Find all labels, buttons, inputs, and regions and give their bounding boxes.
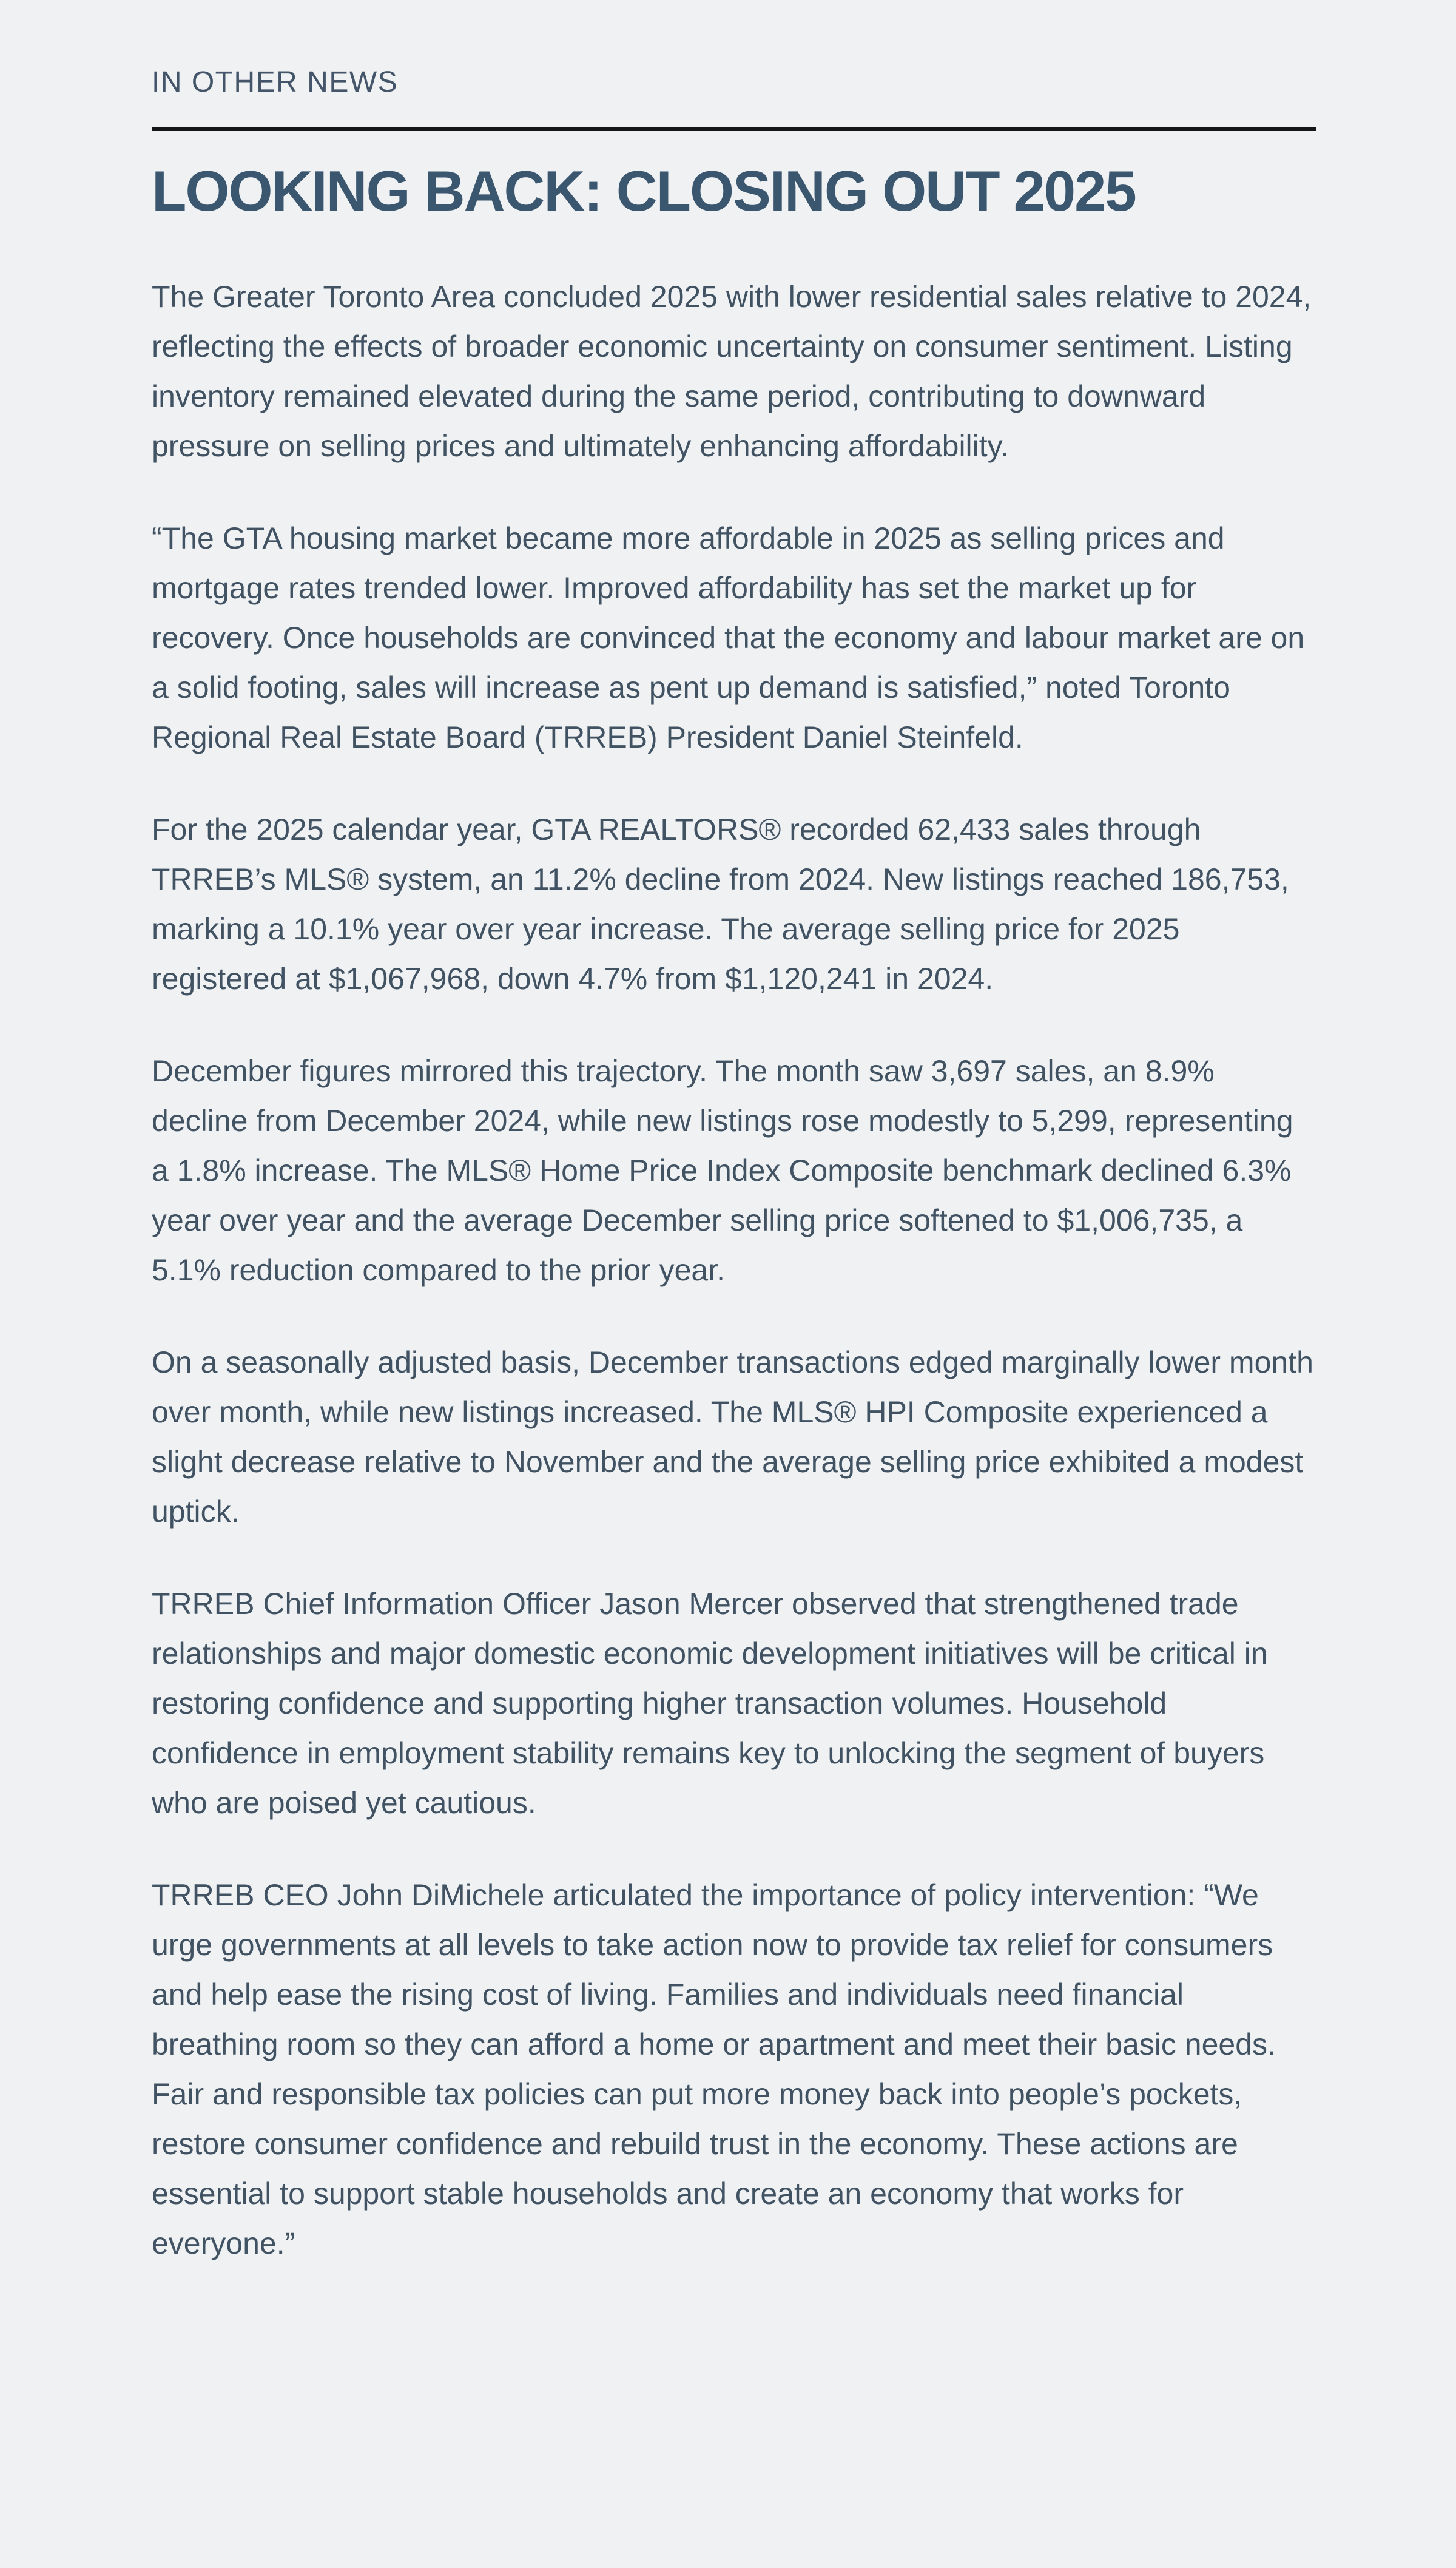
section-divider [152, 127, 1316, 131]
article-body [152, 272, 1316, 2268]
section-eyebrow: IN OTHER NEWS [152, 66, 399, 98]
article-paragraph: December figures mirrored this trajectory. The month saw 3,697 sales, an 8.9% decline from December 2024, while new listings rose modestly to 5,299, representing a 1.8% increase. The MLS® Home Price Index Composite benchmark declined 6.3% year over year and the average December selling price softened to $1,006,735, a 5.1% reduction compared to the prior year. [152, 1054, 1293, 1287]
article-paragraph: TRREB Chief Information Officer Jason Mercer observed that strengthened trade relationships and major domestic economic development initiatives will be critical in restoring confidence and supporting higher transaction volumes. Household confidence in employment stability remains key to unlocking the segment of buyers who are poised yet cautious. [152, 1587, 1268, 1820]
article-paragraph: On a seasonally adjusted basis, December transactions edged marginally lower month over month, while new listings increased. The MLS® HPI Composite experienced a slight decrease relative to November and the average selling price exhibited a modest uptick. [152, 1345, 1313, 1529]
page-title: LOOKING BACK: CLOSING OUT 2025 [152, 159, 1136, 223]
article-paragraph: TRREB CEO John DiMichele articulated the importance of policy intervention: “We urge governments at all levels to take action now to provide tax relief for consumers and help ease the rising cost of living. Families and individuals need financial breathing room so they can afford a home or apartment and meet their basic needs. Fair and responsible tax policies can put more money back into people’s pockets, restore consumer confidence and rebuild trust in the economy. These actions are essential to support stable households and create an economy that works for everyone.” [152, 1878, 1276, 2260]
article-paragraph: For the 2025 calendar year, GTA REALTORS® recorded 62,433 sales through TRREB’s MLS® system, an 11.2% decline from 2024. New listings reached 186,753, marking a 10.1% year over year increase. The average selling price for 2025 registered at $1,067,968, down 4.7% from $1,120,241 in 2024. [152, 813, 1289, 996]
article-paragraph: The Greater Toronto Area concluded 2025 with lower residential sales relative to 2024, reflecting the effects of broader economic uncertainty on consumer sentiment. Listing inventory remained elevated during the same period, contributing to downward pressure on selling prices and ultimately enhancing affordability. [152, 280, 1312, 463]
article-paragraph: “The GTA housing market became more affordable in 2025 as selling prices and mortgage rates trended lower. Improved affordability has set the market up for recovery. Once households are convinced that the economy and labour market are on a solid footing, sales will increase as pent up demand is satisfied,” noted Toronto Regional Real Estate Board (TRREB) President Daniel Steinfeld. [152, 521, 1305, 754]
